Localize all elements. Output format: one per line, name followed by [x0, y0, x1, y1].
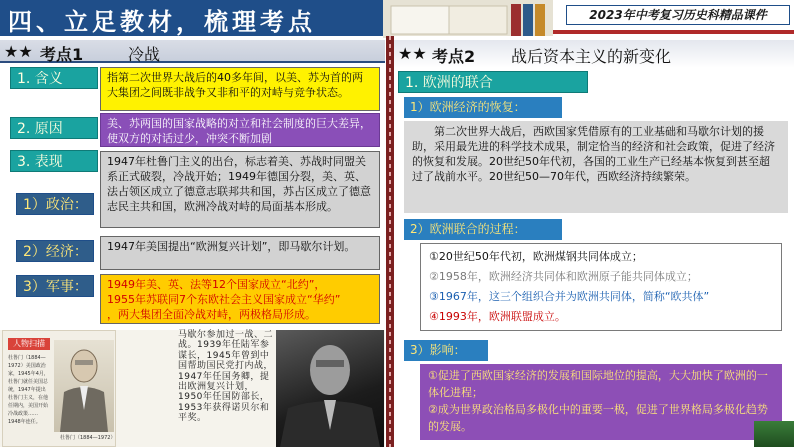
- process-item-3: ③1967年，这三个组织合并为欧洲共同体，简称“欧共体”: [429, 290, 710, 303]
- recovery-text: 第二次世界大战后，西欧国家凭借原有的工业基础和马歇尔计划的援助，采用最先进的科学技术成果，制定恰当的经济和社会政策，促进了经济的恢复和发展。20世纪50年代初，各国的工业生产已经基本恢复到甚至超过了战前水平。20世纪50—70年代，西欧经济持续繁荣。: [404, 121, 788, 213]
- column-divider-dash: [389, 36, 391, 447]
- process-item-2: ②1958年，欧洲经济共同体和欧洲原子能共同体成立；: [429, 270, 698, 283]
- header-bar: [0, 0, 386, 36]
- kp2-stars: ★★: [398, 44, 427, 63]
- label-meaning: 1. 含义: [10, 67, 98, 89]
- cause-text: 美、苏两国的国家战略的对立和社会制度的巨大差异，使双方的对话过少，冲突不断加剧: [100, 113, 380, 147]
- military-line-2: 1955年苏联同7个东欧社会主义国家成立“华约”: [107, 293, 341, 306]
- military-text: [100, 274, 380, 324]
- slide-title: 四、立足教材，梳理考点: [8, 8, 316, 36]
- header-book-image: [383, 0, 553, 38]
- kp1-number: 考点1: [40, 45, 84, 64]
- truman-card-heading: 人物扫描: [8, 338, 50, 350]
- truman-caption: 杜鲁门（1884—1972）: [60, 435, 116, 441]
- label-union-process: 2）欧洲联合的过程：: [404, 219, 562, 240]
- impact-item-1: ①促进了西欧国家经济的发展和国际地位的提高，大大加快了欧洲的一体化进程；: [428, 369, 768, 399]
- kp1-stars: ★★: [4, 42, 33, 61]
- label-europe-union: 1. 欧洲的联合: [398, 71, 588, 93]
- corner-decoration: [754, 421, 794, 447]
- marshall-bio: 马歇尔参加过一战、二战。1939年任陆军参谋长，1945年曾到中国帮助国民党打内战，1947年任国务卿，提出欧洲复兴计划，1950年任国防部长，1953年获得诺贝尔和平奖。: [178, 330, 274, 424]
- label-impact: 3）影响：: [404, 340, 488, 361]
- label-economic-recovery: 1）欧洲经济的恢复：: [404, 97, 562, 118]
- label-politics: 1）政治：: [16, 193, 94, 215]
- economy-text: 1947年美国提出“欧洲复兴计划”，即马歇尔计划。: [100, 236, 380, 270]
- kp2-topic: 战后资本主义的新变化: [511, 47, 672, 66]
- impact-item-2: ②成为世界政治格局多极化中的重要一极，促进了世界格局多极化趋势的发展。: [428, 403, 768, 433]
- meaning-text: 指第二次世界大战后的40多年间，以美、苏为首的两大集团之间既非战争又非和平的对峙与竞争状态。: [100, 67, 380, 111]
- manifest-text: 1947年杜鲁门主义的出台，标志着美、苏战时同盟关系正式破裂，冷战开始；1949年德国分裂，美、英、法占领区成立了德意志联邦共和国，苏占区成立了德意志民主共和国，欧洲冷战对峙的局面基本形成。: [100, 151, 380, 228]
- impact-text: [420, 364, 782, 440]
- kp1-topic: 冷战: [128, 45, 161, 64]
- marshall-photo: [276, 330, 384, 447]
- process-item-1: ①20世纪50年代初，欧洲煤钢共同体成立；: [429, 250, 643, 263]
- kp2-number: 考点2: [432, 47, 476, 66]
- military-line-1: 1949年美、英、法等12个国家成立“北约”，: [107, 278, 326, 291]
- course-tag: 2023年中考复习历史科精品课件: [566, 5, 790, 25]
- process-item-4: ④1993年，欧洲联盟成立。: [429, 310, 566, 323]
- header-accent-bar: [553, 30, 794, 34]
- military-line-3: ，两大集团全面冷战对峙，两极格局形成。: [107, 308, 316, 321]
- label-cause: 2. 原因: [10, 117, 98, 139]
- label-military: 3）军事：: [16, 275, 94, 297]
- truman-portrait: [54, 340, 114, 432]
- label-economy: 2）经济：: [16, 240, 94, 262]
- label-manifest: 3. 表现: [10, 150, 98, 172]
- union-process-list: [420, 243, 782, 331]
- truman-card-text: 杜鲁门（1884—1972）美国政治家，1945年4月，杜鲁门就任美国总统，1947年提出杜鲁门主义，在他任期内，美国开始冷战政策……1948年连任。: [8, 355, 49, 425]
